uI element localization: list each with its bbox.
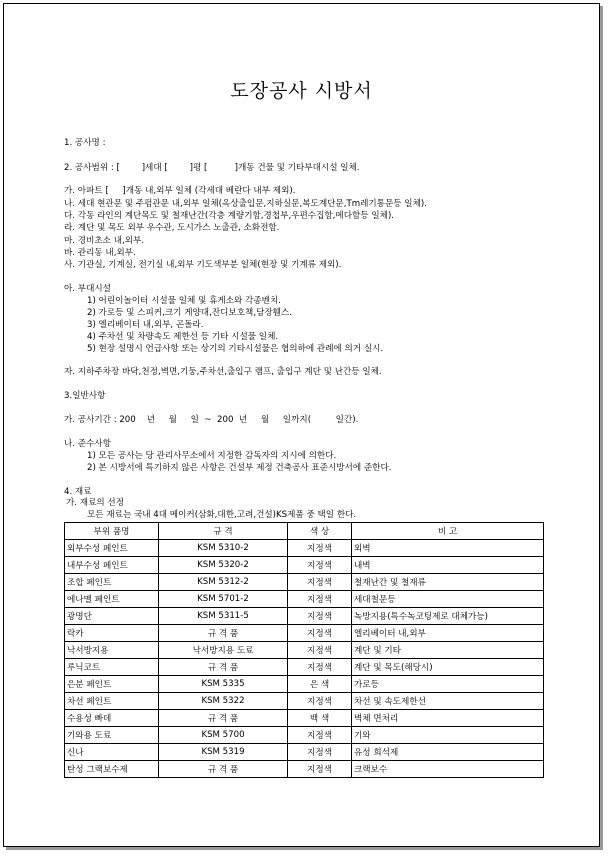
cell-spec: KSM 5319 — [159, 744, 288, 761]
cell-part: 락카 — [65, 625, 159, 642]
cell-color: 지정색 — [288, 608, 352, 625]
cell-part: 기와용 도료 — [65, 727, 159, 744]
material-note: 모든 재료는 국내 4대 메이커(삼화,대한,고려,건설)KS제품 중 택일 한다. — [87, 510, 357, 520]
facility-item: 1) 어린이놀이터 시설물 일체 및 휴게소와 각종벤치. — [87, 296, 281, 306]
cell-spec: 규 격 품 — [159, 710, 288, 727]
cell-part: 루닉코트 — [65, 659, 159, 676]
cell-spec: KSM 5320-2 — [159, 557, 288, 574]
materials-table — [64, 522, 544, 778]
cell-spec: KSM 5701-2 — [159, 591, 288, 608]
cell-remarks: 기와 — [352, 727, 544, 744]
facility-item: 4) 주차선 및 차량속도 제한선 등 기타 시설물 일체. — [87, 332, 279, 342]
scope-item: 가. 아파트 [ ]개동 내,외부 일체 (각세대 베란다 내부 제외). — [64, 186, 296, 196]
cell-remarks: 엘리베이터 내,외부 — [352, 625, 544, 642]
cell-color: 지정색 — [288, 642, 352, 659]
cell-part: 신나 — [65, 744, 159, 761]
cell-color: 지정색 — [288, 591, 352, 608]
table-row — [65, 761, 544, 778]
scope-item: 마. 경비초소 내,외부. — [64, 236, 145, 246]
table-header-row — [65, 523, 544, 540]
section-materials: 4. 재료 — [64, 487, 92, 497]
table-row — [65, 557, 544, 574]
cell-spec: KSM 5312-2 — [159, 574, 288, 591]
cell-part: 광명단 — [65, 608, 159, 625]
compliance-item: 2) 본 시방서에 특기하지 않은 사항은 건설부 제정 건축공사 표준시방서에 준한다. — [87, 463, 392, 473]
parking-scope: 자. 지하주차장 바닥,천정,벽면,기둥,주차선,출입구 램프, 출입구 계단 및 난간등 일체. — [64, 367, 382, 377]
col-header-spec: 규 격 — [159, 523, 288, 540]
table-row — [65, 710, 544, 727]
cell-remarks: 가로등 — [352, 676, 544, 693]
cell-part: 낙서방지용 — [65, 642, 159, 659]
cell-spec: KSM 5310-2 — [159, 540, 288, 557]
cell-part: 탄성 그랙보수제 — [65, 761, 159, 778]
cell-color: 지정색 — [288, 761, 352, 778]
cell-remarks: 외벽 — [352, 540, 544, 557]
cell-part: 은분 페인트 — [65, 676, 159, 693]
document-title: 도장공사 시방서 — [230, 80, 373, 102]
cell-remarks: 철재난간 및 철재류 — [352, 574, 544, 591]
cell-spec: 낙서방지용 도료 — [159, 642, 288, 659]
construction-period: 가. 공사기간 : 200 년 월 일 ~ 200 년 월 일까지( 일간). — [64, 415, 359, 425]
scope-item: 나. 세대 현관문 및 주펌관문 내,외부 일체(옥상출입문,지하실문,복도계단문,Tm레기통문등 일체). — [64, 199, 427, 209]
cell-color: 지정색 — [288, 625, 352, 642]
compliance-header: 나. 준수사항 — [64, 439, 111, 449]
section-project-name: 1. 공사명 : — [64, 138, 106, 148]
table-row — [65, 642, 544, 659]
section-work-scope: 2. 공사범위 : [ ]세대 [ ]평 [ ]개동 건물 및 기타부대시설 일체. — [64, 163, 360, 173]
cell-part: 에나멜 페인트 — [65, 591, 159, 608]
cell-color: 지정색 — [288, 693, 352, 710]
table-row — [65, 591, 544, 608]
table-row — [65, 540, 544, 557]
cell-remarks: 녹방지용(특수녹코팅제로 대체가능) — [352, 608, 544, 625]
facility-item: 3) 엘리베이터 내,외부, 곤돌라. — [87, 320, 204, 330]
scope-item: 다. 각동 라인의 계단목도 및 철재난간(각층 계량기함,경첩부,우편수집함,메다함등 일체). — [64, 211, 395, 221]
scope-item: 바. 관리동 내,외부. — [64, 248, 136, 258]
facility-item: 5) 현장 설명시 언급사항 또는 상기의 기타시설물은 협의하에 관례에 의거 실시. — [87, 344, 384, 354]
cell-spec: 규 격 품 — [159, 761, 288, 778]
cell-remarks: 크랙보수 — [352, 761, 544, 778]
cell-color: 지정색 — [288, 574, 352, 591]
cell-part: 수용성 빠데 — [65, 710, 159, 727]
cell-part: 조합 페인트 — [65, 574, 159, 591]
cell-spec: KSM 5335 — [159, 676, 288, 693]
cell-color: 지정색 — [288, 727, 352, 744]
document-page — [3, 3, 600, 847]
table-row — [65, 574, 544, 591]
cell-spec: 규 격 품 — [159, 659, 288, 676]
table-row — [65, 727, 544, 744]
cell-color: 지정색 — [288, 659, 352, 676]
table-row — [65, 625, 544, 642]
table-row — [65, 744, 544, 761]
material-selection: 가. 재료의 선정 — [66, 498, 125, 508]
cell-color: 지정색 — [288, 540, 352, 557]
compliance-item: 1) 모든 공사는 당 관리사무소에서 지정한 감독자의 지시에 의한다. — [87, 451, 337, 461]
col-header-remarks: 비 고 — [352, 523, 544, 540]
cell-color: 백 색 — [288, 710, 352, 727]
cell-remarks: 유성 희석제 — [352, 744, 544, 761]
section-general: 3.일반사항 — [64, 391, 106, 401]
cell-remarks: 차선 및 속도제한선 — [352, 693, 544, 710]
cell-remarks: 계단 및 목도(해당시) — [352, 659, 544, 676]
cell-spec: 규 격 품 — [159, 625, 288, 642]
scope-item: 라. 계단 및 목도 외부 우수관, 도시가스 노출관, 소화전함. — [64, 223, 280, 233]
cell-remarks: 계단 및 기타 — [352, 642, 544, 659]
cell-color: 은 색 — [288, 676, 352, 693]
table-row — [65, 608, 544, 625]
col-header-part: 부위 품명 — [65, 523, 159, 540]
cell-spec: KSM 5311-5 — [159, 608, 288, 625]
cell-spec: KSM 5322 — [159, 693, 288, 710]
table-row — [65, 693, 544, 710]
document-body — [4, 4, 599, 846]
cell-color: 지정색 — [288, 744, 352, 761]
cell-spec: KSM 5700 — [159, 727, 288, 744]
cell-remarks: 내벽 — [352, 557, 544, 574]
cell-part: 외부수성 페인트 — [65, 540, 159, 557]
facilities-header: 아. 부대시설 — [64, 284, 111, 294]
cell-color: 지정색 — [288, 557, 352, 574]
cell-remarks: 세대철문등 — [352, 591, 544, 608]
table-row — [65, 676, 544, 693]
facility-item: 2) 가로등 및 스피커,크기 게양대,잔디보호책,담장휀스. — [87, 308, 293, 318]
cell-part: 차선 페인트 — [65, 693, 159, 710]
scope-item: 사. 기관실, 기계실, 전기실 내,외부 기도색부분 일체(현장 및 기계류 제외). — [64, 260, 342, 270]
table-row — [65, 659, 544, 676]
cell-part: 내부수성 페인트 — [65, 557, 159, 574]
col-header-color: 색 상 — [288, 523, 352, 540]
cell-remarks: 벽체 면처리 — [352, 710, 544, 727]
